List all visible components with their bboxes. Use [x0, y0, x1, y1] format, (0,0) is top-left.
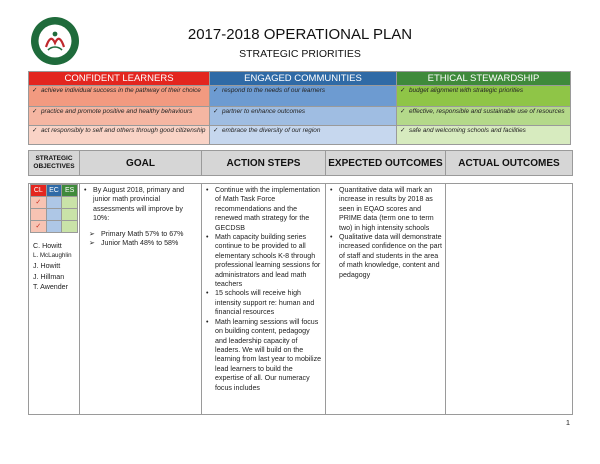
- action-steps-cell: [202, 184, 326, 415]
- person-name: J. Hillman: [33, 272, 65, 281]
- priority-item: ✓ respond to the needs of our learners: [210, 86, 397, 107]
- action-step: • Math learning sessions will focus on building content, pedagogy and leadership capacity of leaders. We will build on the learning from last year to mobilize lead learners to build the expertise of all. Our numeracy focus includes: [205, 318, 322, 393]
- page-number: 1: [565, 418, 570, 427]
- person-name: J. Howitt: [33, 262, 61, 271]
- action-step: • 15 schools will receive high intensity support re: human and financial resources: [205, 289, 322, 317]
- check-icon: ✓: [32, 87, 38, 94]
- page-subtitle: STRATEGIC PRIORITIES: [239, 48, 361, 60]
- strategic-objectives-header: STRATEGIC OBJECTIVES: [29, 151, 80, 176]
- goal-text: • By August 2018, primary and junior math provincial assessments will improve by 10%:: [83, 186, 198, 224]
- expected-outcome: • Qualitative data will demonstrate increased confidence on the part of staff and students in the area of math knowledge, content and pedagogy: [329, 233, 442, 280]
- check-icon: ✓: [32, 127, 38, 134]
- check-icon: ✓: [213, 127, 219, 134]
- goal-subitem: ➢ Junior Math 48% to 58%: [83, 239, 198, 248]
- strategic-objectives-cell: [29, 184, 80, 415]
- priority-item: ✓ partner to enhance outcomes: [210, 107, 397, 126]
- check-icon: ✓: [31, 221, 47, 233]
- priority-item: ✓ safe and welcoming schools and facilities: [397, 126, 571, 145]
- objective-es-label: ES: [62, 185, 78, 197]
- person-name: C. Howitt: [33, 242, 62, 250]
- check-icon: ✓: [213, 108, 219, 115]
- priority-item: ✓ practice and promote positive and healthy behaviours: [29, 107, 210, 126]
- page-title: 2017-2018 OPERATIONAL PLAN: [187, 26, 413, 43]
- goal-cell: [80, 184, 202, 415]
- priority-item: ✓ achieve individual success in the pathway of their choice: [29, 86, 210, 107]
- ethical-stewardship-header: ETHICAL STEWARDSHIP: [397, 72, 571, 86]
- goal-subitem: ➢ Primary Math 57% to 67%: [83, 230, 198, 239]
- objective-ec-label: EC: [46, 185, 62, 197]
- priority-item: ✓ act responsibly to self and others through good citizenship: [29, 126, 210, 145]
- check-icon: ✓: [400, 127, 406, 134]
- goal-header: GOAL: [80, 151, 202, 176]
- action-steps-header: ACTION STEPS: [202, 151, 326, 176]
- priority-item: ✓ embrace the diversity of our region: [210, 126, 397, 145]
- objective-cl-label: CL: [31, 185, 47, 197]
- actual-outcomes-cell: [446, 184, 573, 415]
- priority-item: ✓ budget alignment with strategic priorities: [397, 86, 571, 107]
- check-icon: ✓: [213, 87, 219, 94]
- priority-item: ✓ effective, responsible and sustainable use of resources: [397, 107, 571, 126]
- action-step: • Continue with the implementation of Math Task Force recommendations and the renewed math strategy for the GECDSB: [205, 186, 322, 233]
- check-icon: ✓: [32, 108, 38, 115]
- responsible-people: [33, 241, 79, 292]
- person-name: T. Awender: [33, 282, 68, 291]
- expected-outcomes-cell: [326, 184, 446, 415]
- actual-outcomes-header: ACTUAL OUTCOMES: [446, 151, 573, 176]
- objective-grid: [30, 184, 78, 233]
- action-step: • Math capacity building series continue to be provided to all elementary schools K-8 through professional learning sessions for administrators and lead math teachers: [205, 233, 322, 289]
- strategic-priorities-table: [28, 71, 571, 145]
- person-name: L. McLaughlin: [33, 252, 72, 260]
- expected-outcomes-header: EXPECTED OUTCOMES: [326, 151, 446, 176]
- plan-header-row: [28, 150, 573, 176]
- check-icon: ✓: [400, 108, 406, 115]
- engaged-communities-header: ENGAGED COMMUNITIES: [210, 72, 397, 86]
- check-icon: ✓: [400, 87, 406, 94]
- confident-learners-header: CONFIDENT LEARNERS: [29, 72, 210, 86]
- check-icon: ✓: [31, 197, 47, 209]
- expected-outcome: • Quantitative data will mark an increase in results by 2018 as seen in EQAO scores and PRIME data (term one to term two) in high intensity schools: [329, 186, 442, 233]
- plan-body-table: [28, 183, 573, 415]
